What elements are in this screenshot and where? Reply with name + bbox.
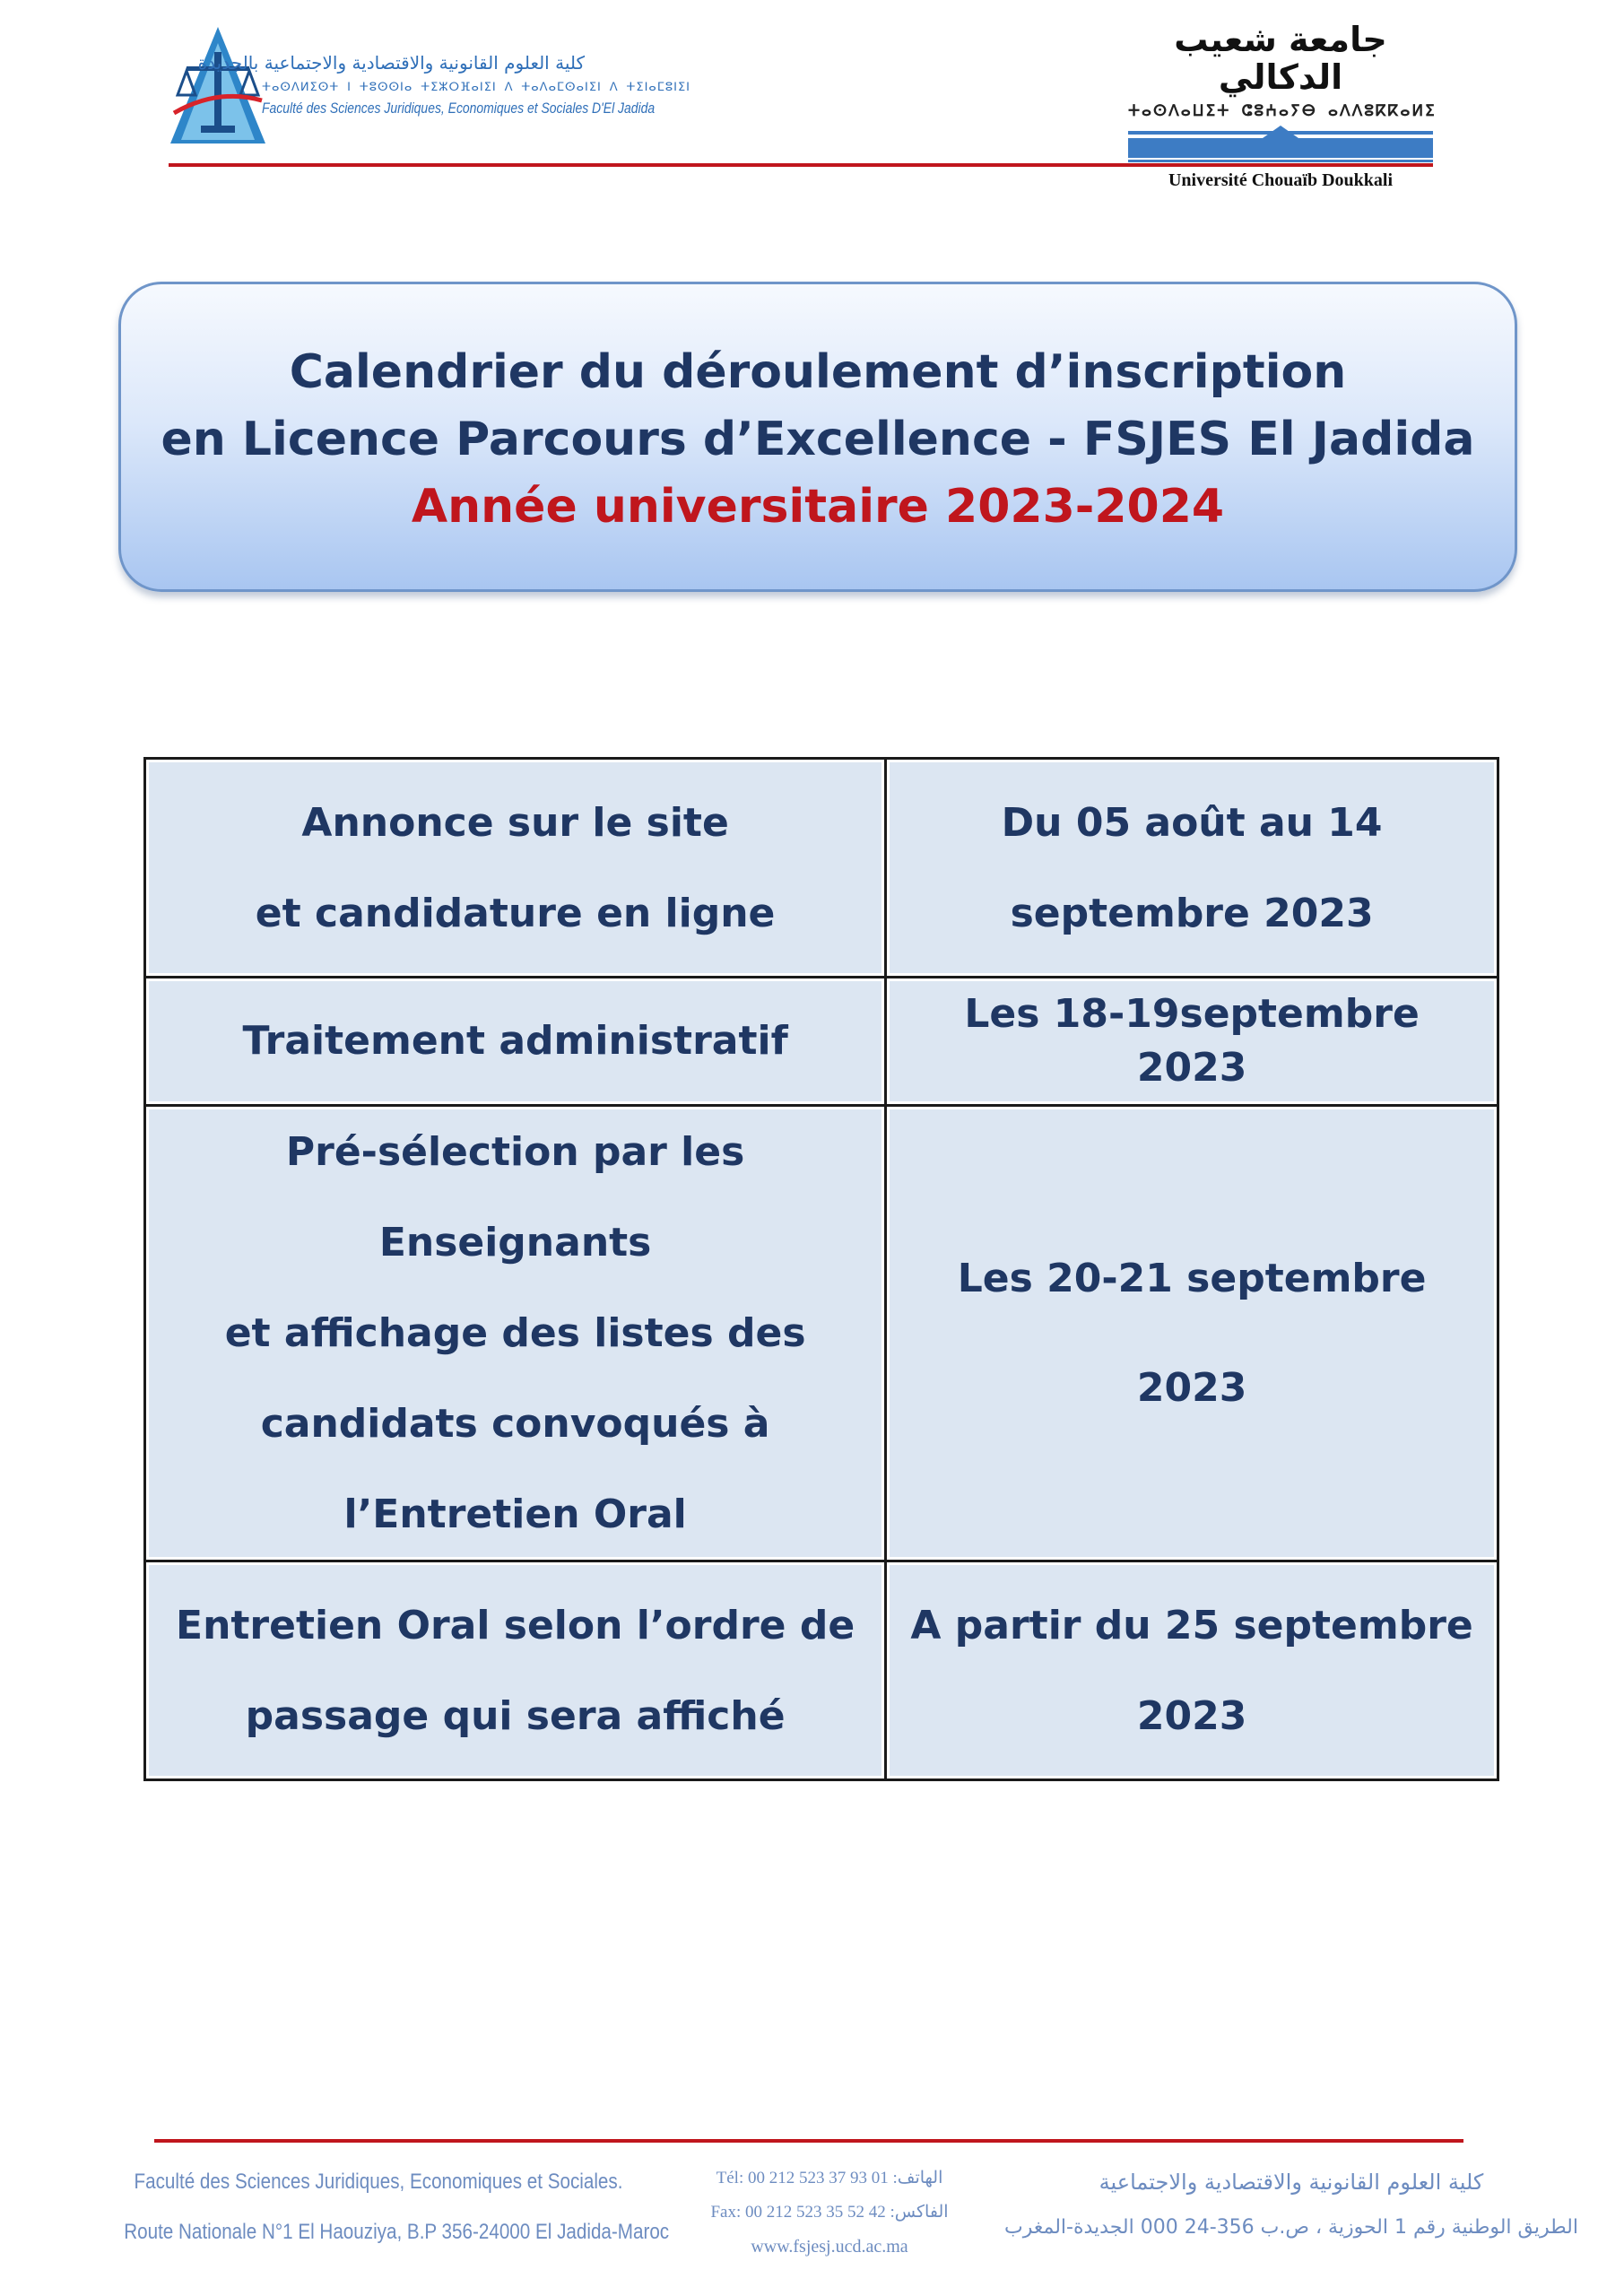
date-text: Les 20-21 septembre xyxy=(957,1255,1427,1301)
date-cell xyxy=(886,1106,1498,1561)
date-text: Du 05 août au 14 xyxy=(1001,799,1383,846)
footer-address-french xyxy=(83,2170,674,2245)
date-cell xyxy=(886,759,1498,978)
date-text: septembre 2023 xyxy=(1010,890,1374,936)
step-cell xyxy=(145,1561,886,1780)
scales-of-justice-icon xyxy=(169,25,267,146)
title-line-2: en Licence Parcours d’Excellence - FSJES El Jadida xyxy=(161,413,1475,466)
footer-divider xyxy=(154,2139,1463,2143)
university-name-arabic: جامعة شعيب الدكالي xyxy=(1174,20,1387,97)
table-row xyxy=(145,1106,1498,1561)
step-text: et affichage des listes des xyxy=(224,1310,806,1356)
faculty-name-french: Faculté des Sciences Juridiques, Economiques et Sociales D'El Jadida xyxy=(262,100,656,117)
faculty-name-tifinagh: ⵜⴰⵙⴷⵍⵉⵙⵜ ⵏ ⵜⵓⵙⵙⵏⴰ ⵜⵉⵣⵔⴼⴰⵏⵉⵏ ⴷ ⵜⴰⴷⴰⵎⵙⴰⵏⵉⵏ ⴷ ⵜⵉⵏⴰⵎⵓⵏⵉⵏ xyxy=(262,81,691,94)
date-text: 2023 xyxy=(1136,1364,1247,1411)
step-text: l’Entretien Oral xyxy=(343,1492,687,1537)
step-text: et candidature en ligne xyxy=(255,890,776,936)
step-text: Pré-sélection par les Enseignants xyxy=(285,1129,745,1265)
footer-address-arabic xyxy=(986,2170,1596,2239)
step-text: Annonce sur le site xyxy=(301,799,729,846)
footer-address: Route Nationale N°1 El Haouziya, B.P 356-24000 El Jadida-Maroc xyxy=(124,2220,670,2245)
date-text: Les 18-19septembre 2023 xyxy=(964,991,1420,1091)
faculty-name-arabic: كلية العلوم القانونية والاقتصادية والاجتماعية بالجديدة xyxy=(197,52,585,74)
step-cell xyxy=(145,978,886,1106)
footer-faculty-name-arabic: كلية العلوم القانونية والاقتصادية والاجتماعية xyxy=(1099,2170,1484,2195)
title-banner xyxy=(118,282,1517,592)
footer-phone: Tél: 00 212 523 37 93 01 :الهاتف xyxy=(716,2169,943,2187)
header-divider xyxy=(169,163,1433,167)
date-cell xyxy=(886,978,1498,1106)
footer-address-arabic-line: الطريق الوطنية رقم 1 الحوزية ، ص.ب 356-24 000 الجديدة-المغرب xyxy=(1004,2216,1578,2239)
schedule-table xyxy=(143,757,1499,1781)
date-cell xyxy=(886,1561,1498,1780)
table-row xyxy=(145,1561,1498,1780)
university-name-french: Université Chouaïb Doukkali xyxy=(1168,170,1394,190)
step-text: Entretien Oral selon l’ordre de xyxy=(176,1602,855,1648)
date-text: A partir du 25 septembre xyxy=(910,1602,1473,1648)
academic-year: Année universitaire 2023-2024 xyxy=(411,480,1225,534)
footer-contact xyxy=(682,2169,977,2257)
footer-fax: Fax: 00 212 523 35 52 42 :الفاكس xyxy=(710,2202,949,2222)
university-logo xyxy=(1128,20,1437,190)
footer-faculty-name: Faculté des Sciences Juridiques, Economiques et Sociales. xyxy=(134,2170,623,2194)
university-emblem-icon xyxy=(1128,126,1433,163)
step-text: candidats convoqués à xyxy=(260,1401,770,1447)
step-text: Traitement administratif xyxy=(242,1018,788,1064)
table-row xyxy=(145,978,1498,1106)
university-name-tifinagh: ⵜⴰⵙⴷⴰⵡⵉⵜ ⵛⵓⵄⴰⵢⴱ ⴰⴷⴷⵓⴽⴽⴰⵍⵉ xyxy=(1128,101,1437,120)
table-row xyxy=(145,759,1498,978)
step-cell xyxy=(145,1106,886,1561)
date-text: 2023 xyxy=(1136,1692,1247,1739)
footer-website: www.fsjesj.ucd.ac.ma xyxy=(751,2236,908,2257)
title-line-1: Calendrier du déroulement d’inscription xyxy=(289,345,1347,399)
step-text: passage qui sera affiché xyxy=(245,1692,786,1739)
step-cell xyxy=(145,759,886,978)
page-header xyxy=(0,0,1624,190)
faculty-logo xyxy=(169,25,691,151)
